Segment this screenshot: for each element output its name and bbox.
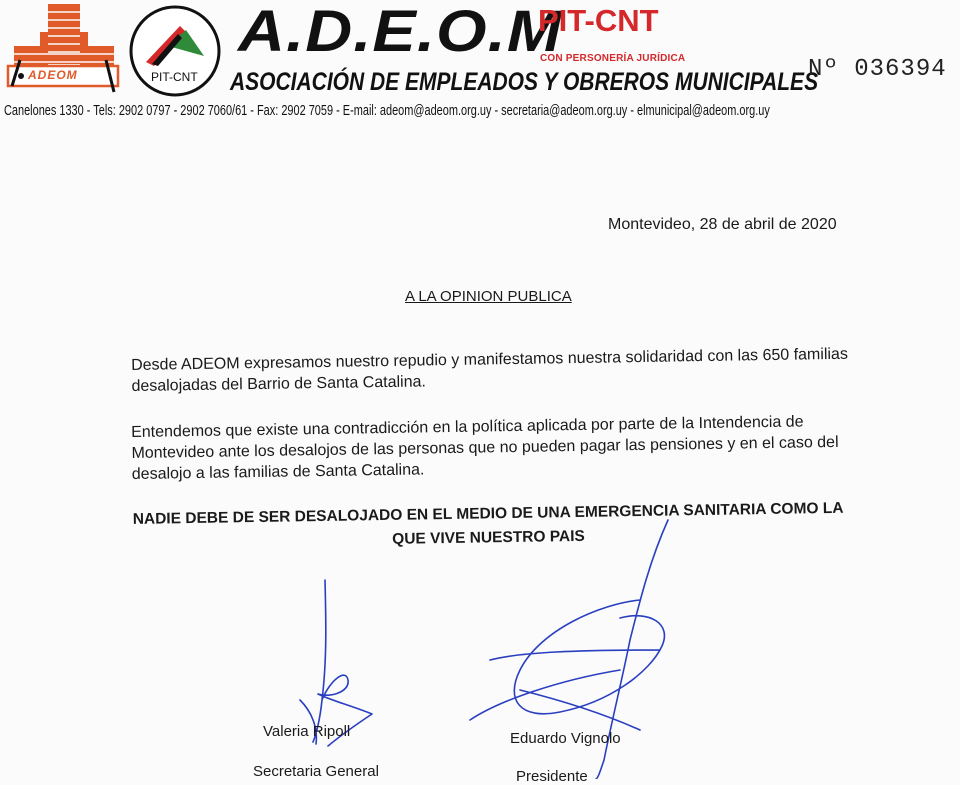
- brand-title: A.D.E.O.M: [238, 0, 563, 64]
- signer-role-2: Presidente: [516, 768, 588, 785]
- statement-line-2: QUE VIVE NUESTRO PAIS: [392, 527, 585, 548]
- statement-line-1: NADIE DEBE DE SER DESALOJADO EN EL MEDIO DE UNA EMERGENCIA SANITARIA COMO LA: [132, 499, 844, 528]
- letter-date: Montevideo, 28 de abril de 2020: [608, 216, 837, 233]
- signer-name-1: Valeria Ripoll: [263, 723, 351, 740]
- pit-cnt-title: PIT-CNT: [538, 3, 659, 38]
- letter-heading: A LA OPINION PUBLICA: [405, 288, 572, 305]
- adeom-building-logo: [4, 2, 122, 98]
- association-name: ASOCIACIÓN DE EMPLEADOS Y OBREROS MUNICIPALES: [230, 68, 819, 96]
- signer-role-1: Secretaria General: [253, 763, 379, 780]
- bold-statement: [128, 497, 849, 556]
- signature-ripoll: [300, 580, 372, 746]
- logo-pit-text: PIT-CNT: [151, 70, 198, 84]
- contact-line: Canelones 1330 - Tels: 2902 0797 - 2902 7060/61 - Fax: 2902 7059 - E-mail: adeom@adeom.org.uy - secretaria@adeom.org.uy - elmunicipal@adeom.org.uy: [4, 103, 770, 119]
- signer-name-2: Eduardo Vignolo: [510, 730, 621, 747]
- paragraph-solidarity: Desde ADEOM expresamos nuestro repudio y manifestamos nuestra solidaridad con las 650 familias desalojadas del Barrio de Santa Catalina.: [131, 345, 849, 395]
- personeria-label: CON PERSONERÍA JURÍDICA: [540, 53, 686, 64]
- paragraph-contradiction: Entendemos que existe una contradicción en la política aplicada por parte de la Intendencia de Montevideo ante los desalojos de las personas que no pueden pagar las pensiones y en el caso del desalojo a las familias de Santa Catalina.: [131, 413, 839, 483]
- document-number: Nº 036394: [808, 56, 947, 83]
- logo-left-text: ADEOM: [28, 68, 78, 82]
